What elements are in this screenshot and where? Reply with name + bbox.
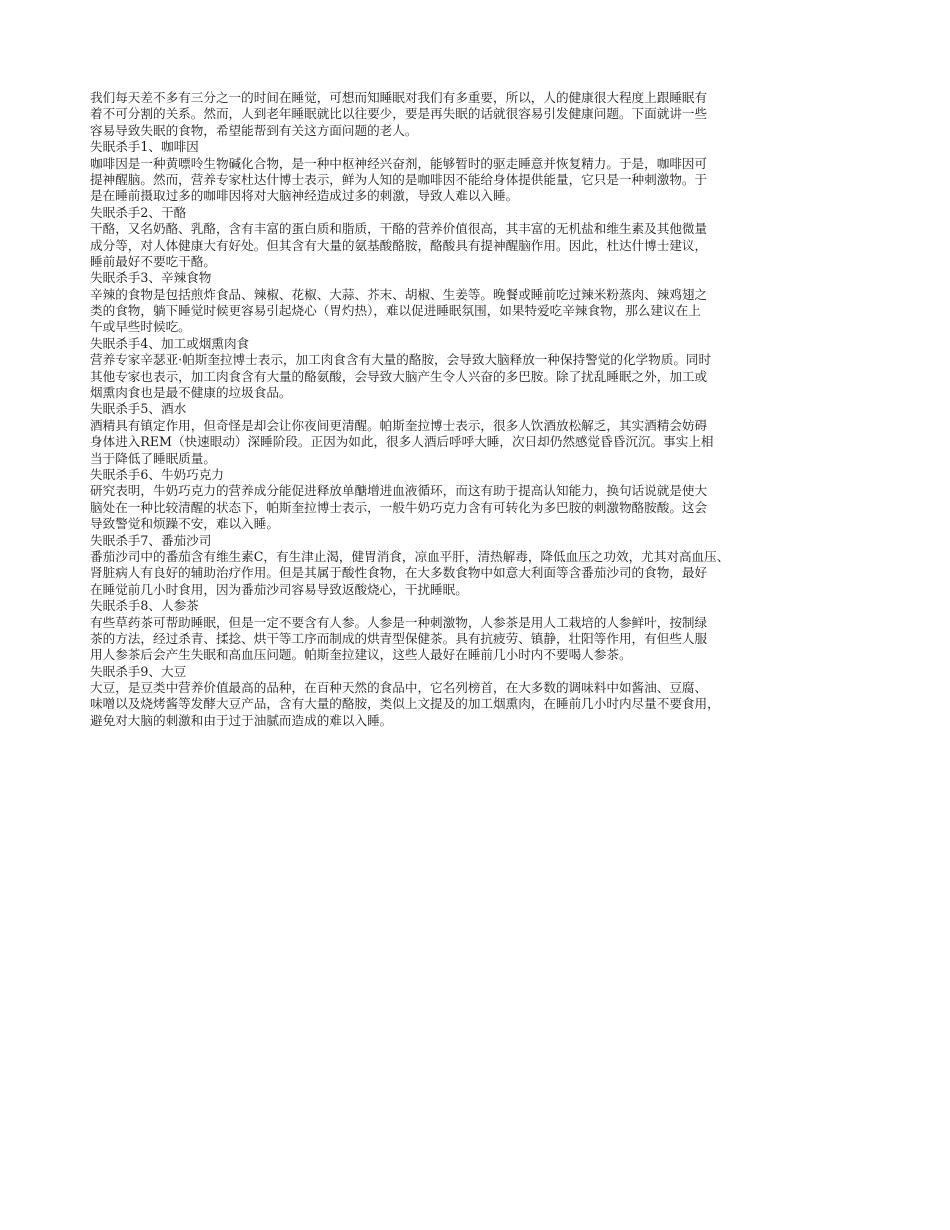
section-title: 失眠杀手9、大豆 [90,663,187,679]
intro-line: 容易导致失眠的食物，希望能帮到有关这方面问题的老人。 [90,122,418,138]
document-page [90,90,860,729]
section-cheese [90,205,860,271]
section-spicy-food [90,270,860,336]
section-line: 咖啡因是一种黄嘌呤生物碱化合物，是一种中枢神经兴奋剂，能够暂时的驱走睡意并恢复精力。于是，咖啡因可 [90,155,708,171]
section-title: 失眠杀手6、牛奶巧克力 [90,466,224,482]
section-line: 味噌以及烧烤酱等发酵大豆产品，含有大量的酪胺，类似上文提及的加工烟熏肉，在睡前几小时内尽量不要食用， [90,696,720,712]
section-line: 用人参茶后会产生失眠和高血压问题。帕斯奎拉建议，这些人最好在睡前几小时内不要喝人参茶。 [90,647,632,663]
section-title: 失眠杀手4、加工或烟熏肉食 [90,335,250,351]
section-title: 失眠杀手3、辛辣食物 [90,270,212,286]
section-line: 营养专家辛瑟亚·帕斯奎拉博士表示，加工肉食含有大量的酪胺，会导致大脑释放一种保持警觉的化学物质。同时 [90,352,712,368]
section-line: 睡前最好不要吃干酪。 [90,253,216,269]
intro-paragraph [90,90,860,139]
section-alcohol [90,401,860,467]
section-line: 辛辣的食物是包括煎炸食品、辣椒、花椒、大蒜、芥末、胡椒、生姜等。晚餐或睡前吃过辣米粉蒸肉、辣鸡翅之 [90,286,708,302]
section-line: 干酪，又名奶酪、乳酪，含有丰富的蛋白质和脂质，干酪的营养价值很高，其丰富的无机盐和维生素及其他微量 [90,221,708,237]
section-line: 导致警觉和烦躁不安，难以入睡。 [90,516,279,532]
intro-line: 着不可分割的关系。然而，人到老年睡眠就比以往要少，要是再失眠的话就很容易引发健康问题。下面就讲一些 [90,106,708,122]
section-line: 研究表明，牛奶巧克力的营养成分能促进释放单醣增进血液循环，而这有助于提高认知能力，换句话说就是使大 [90,483,708,499]
section-line: 当于降低了睡眠质量。 [90,450,216,466]
section-line: 烟熏肉食也是最不健康的垃圾食品。 [90,385,292,401]
section-milk-chocolate [90,467,860,533]
section-title: 失眠杀手7、番茄沙司 [90,532,212,548]
section-processed-meat [90,336,860,402]
section-line: 大豆，是豆类中营养价值最高的品种，在百种天然的食品中，它名列榜首，在大多数的调味料中如酱油、豆腐、 [90,680,708,696]
section-soybean [90,664,860,730]
section-title: 失眠杀手1、咖啡因 [90,139,199,155]
section-title: 失眠杀手5、酒水 [90,401,187,417]
section-line: 番茄沙司中的番茄含有维生素C，有生津止渴，健胃消食，凉血平肝，清热解毒，降低血压之功效，尤其对高血压、 [90,548,730,564]
intro-line: 我们每天差不多有三分之一的时间在睡觉，可想而知睡眠对我们有多重要，所以，人的健康很大程度上跟睡眠有 [90,90,708,105]
section-title: 失眠杀手8、人参茶 [90,598,199,614]
section-line: 成分等，对人体健康大有好处。但其含有大量的氨基酸酪胺，酪酸具有提神醒脑作用。因此，杜达什博士建议， [90,237,708,253]
section-line: 脑处在一种比较清醒的状态下，帕斯奎拉博士表示，一般牛奶巧克力含有可转化为多巴胺的刺激物酪胺酸。这会 [90,499,708,515]
section-title: 失眠杀手2、干酪 [90,204,187,220]
section-line: 茶的方法，经过杀青、揉捻、烘干等工序而制成的烘青型保健茶。具有抗疲劳、镇静，壮阳等作用，有但些人服 [90,630,708,646]
section-line: 肾脏病人有良好的辅助治疗作用。但是其属于酸性食物，在大多数食物中如意大利面等含番茄沙司的食物，最好 [90,565,708,581]
section-line: 午或早些时候吃。 [90,319,191,335]
section-line: 类的食物，躺下睡觉时候更容易引起烧心（胃灼热），难以促进睡眠氛围，如果特爱吃辛辣食物，那么建议在上 [90,303,701,319]
section-line: 其他专家也表示，加工肉食含有大量的酪氨酸，会导致大脑产生令人兴奋的多巴胺。除了扰乱睡眠之外，加工或 [90,368,708,384]
section-line: 酒精具有镇定作用，但奇怪是却会让你夜间更清醒。帕斯奎拉博士表示，很多人饮酒放松解乏，其实酒精会妨碍 [90,417,708,433]
section-line: 提神醒脑。然而，营养专家杜达什博士表示，鲜为人知的是咖啡因不能给身体提供能量，它只是一种刺激物。于 [90,171,708,187]
section-line: 身体进入REM（快速眼动）深睡阶段。正因为如此，很多人酒后呼呼大睡，次日却仍然感觉昏昏沉沉。事实上相 [90,434,714,450]
section-caffeine [90,139,860,205]
section-line: 是在睡前摄取过多的咖啡因将对大脑神经造成过多的刺激，导致人难以入睡。 [90,188,519,204]
section-ginseng-tea [90,598,860,664]
section-ketchup [90,533,860,599]
section-line: 有些草药茶可帮助睡眠，但是一定不要含有人参。人参是一种刺激物，人参茶是用人工栽培的人参鲜叶，按制绿 [90,614,708,630]
section-line: 避免对大脑的刺激和由于过于油腻而造成的难以入睡。 [90,712,393,728]
section-line: 在睡觉前几小时食用，因为番茄沙司容易导致返酸烧心，干扰睡眠。 [90,581,468,597]
